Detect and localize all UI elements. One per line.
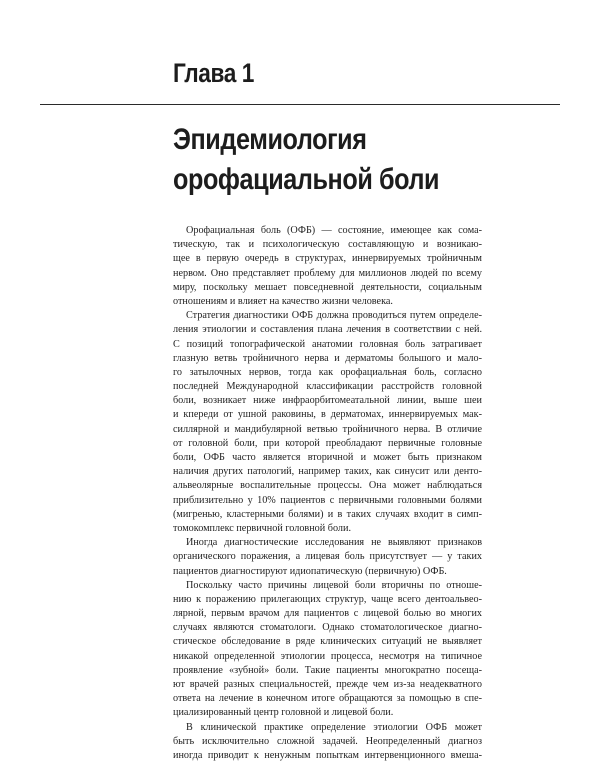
- text-line: ют врачей разных специальностей, прежде чем из-за неадекватного: [173, 679, 482, 690]
- paragraph: [173, 721, 482, 763]
- text-line: от головной боли, при которой преобладают первичные головные: [173, 437, 482, 449]
- text-line: силлярной и мандибулярной ветвью тройничного нерва. В отличие: [173, 423, 482, 435]
- text-line: иногда приводит к ненужным попыткам интервенционного вмеша-: [173, 749, 482, 761]
- text-line: лярной, первым врачом для пациентов с лицевой болью во многих: [173, 608, 482, 620]
- text-line: С позиций топографической анатомии головная боль затрагивает: [173, 338, 482, 350]
- text-line: стическое обследование в ряде клинических ситуаций не выявляет: [173, 636, 482, 648]
- text-line: томокомплекс первичной головной боли.: [173, 522, 351, 534]
- text-line: Стратегия диагностики ОФБ должна проводиться путем определе-: [186, 310, 482, 322]
- chapter-label: Глава 1: [173, 58, 254, 88]
- text-line: боли, возникает ниже инфраорбитомеатальной линии, выше шеи: [173, 395, 482, 407]
- text-line: и кпереди от ушной раковины, в дерматомах, иннервируемых мак-: [173, 409, 482, 421]
- chapter-title: [173, 120, 439, 200]
- text-line: го затылочных нервов, тогда как орофациальная боль, согласно: [173, 366, 482, 378]
- text-line: боли, ОФБ часто является вторичной и может быть признаком: [173, 452, 482, 463]
- text-line: Поскольку часто причины лицевой боли вторичны по отноше-: [186, 579, 482, 591]
- text-line: проявление «зубной» боли. Такие пациенты многократно посеща-: [173, 664, 482, 676]
- text-line: отношениям и влияет на качество жизни человека.: [173, 295, 393, 307]
- text-line: нию к поражению прилегающих структур, чаще всего дентоальвео-: [173, 593, 482, 605]
- chapter-divider: [40, 104, 560, 105]
- text-line: никакой определенной этиологии процесса, несмотря на типичное: [173, 650, 482, 662]
- text-line: циализированный центр головной и лицевой боли.: [173, 707, 394, 719]
- text-line: В клинической практике определение этиологии ОФБ может: [186, 721, 482, 733]
- body-text: [173, 224, 482, 763]
- text-line: альвеолярные воспалительные процессы. Она может наблюдаться: [173, 480, 482, 492]
- text-line: случаях являются стоматологи. Однако стоматологическое диагно-: [173, 622, 482, 634]
- chapter-title-line: Эпидемиология: [173, 123, 367, 156]
- text-line: последней Международной классификации расстройств головной: [173, 381, 482, 393]
- text-line: приблизительно у 10% пациентов с первичными головными болями: [173, 494, 482, 506]
- text-line: органического поражения, а лицевая боль присутствует — у таких: [173, 551, 482, 563]
- text-line: быть исключительно сложной задачей. Неопределенный диагноз: [173, 735, 482, 747]
- chapter-title-line: орофациальной боли: [173, 163, 440, 196]
- text-line: Орофациальная боль (ОФБ) — состояние, имеющее как сома-: [186, 225, 482, 236]
- paragraph: [173, 579, 482, 721]
- text-line: (мигренью, кластерными болями) и в таких случаях входит в симп-: [173, 508, 482, 520]
- text-line: ления этиологии и составления плана лечения в соответствии с ней.: [173, 324, 482, 336]
- text-line: наличия других патологий, например таких, как синусит или денто-: [173, 466, 482, 478]
- text-line: миру, поскольку мешает повседневной деятельности, социальным: [173, 281, 482, 293]
- text-line: пациентов диагностируют идиопатическую (первичную) ОФБ.: [173, 565, 447, 577]
- text-line: глазную ветвь тройничного нерва и дерматомы большого и мало-: [173, 352, 482, 364]
- text-line: Иногда диагностические исследования не выявляют признаков: [186, 537, 482, 549]
- paragraph: [173, 224, 482, 309]
- text-line: нервом. Оно представляет проблему для миллионов людей по всему: [173, 267, 482, 279]
- paragraph: [173, 536, 482, 579]
- paragraph: [173, 309, 482, 536]
- text-line: ответа на лечение в конечном итоге обращаются за помощью в спе-: [173, 693, 482, 705]
- text-line: тическую, так и психологическую составляющую и возникаю-: [173, 239, 482, 251]
- text-line: щее в первую очередь в структурах, иннервируемых тройничным: [173, 253, 482, 265]
